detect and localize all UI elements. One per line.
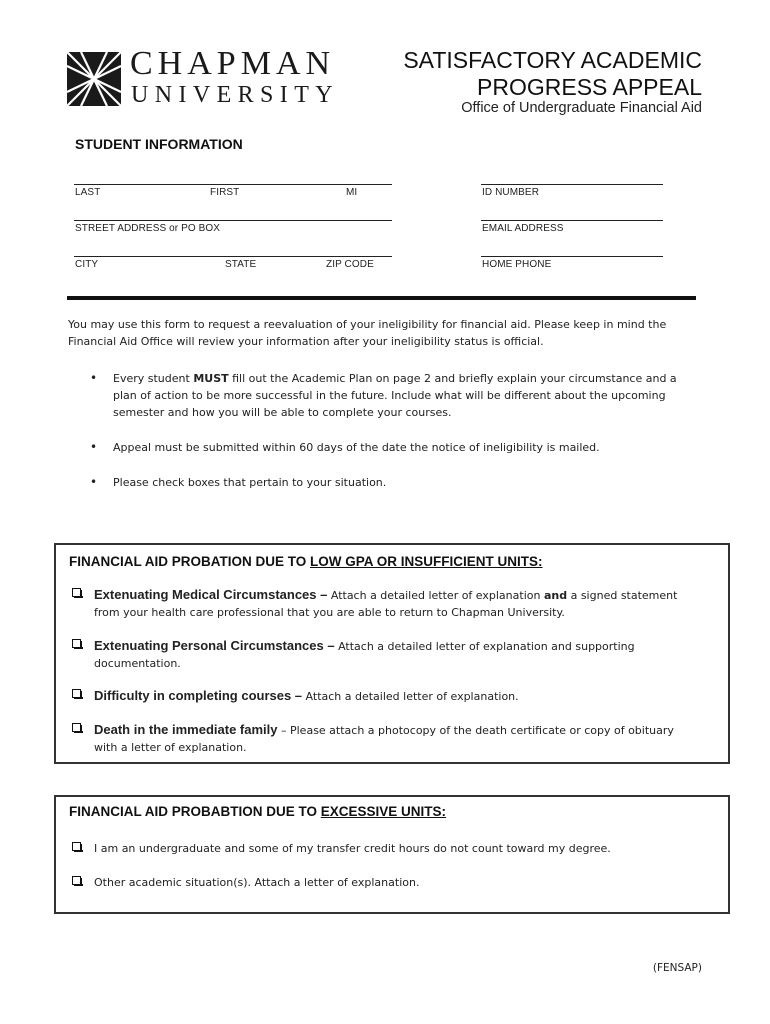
- option-text: Other academic situation(s). Attach a letter of explanation.: [94, 876, 420, 889]
- option-transfer-credit: [94, 840, 694, 857]
- intro-paragraph: You may use this form to request a reevaluation of your ineligibility for financial aid. Please keep in mind the Financial Aid Office will review your information after your ineligibility status is official.: [68, 318, 667, 348]
- option-text: – Please attach a photocopy of the death certificate or copy of obituary with a letter of explanation.: [94, 724, 674, 754]
- probation-excessive-units-section: [54, 795, 730, 914]
- list-item: [90, 439, 690, 456]
- logo-wordmark-university: UNIVERSITY: [131, 82, 339, 108]
- form-subtitle: Office of Undergraduate Financial Aid: [461, 100, 702, 116]
- bullet-icon: •: [90, 475, 98, 489]
- checkbox-difficulty[interactable]: [72, 689, 81, 698]
- bullet-text: Appeal must be submitted within 60 days of the date the notice of ineligibility is mailed.: [113, 441, 600, 454]
- instructions-list: [90, 370, 690, 509]
- first-name-label: FIRST: [210, 187, 240, 198]
- option-title: Extenuating Medical Circumstances –: [94, 587, 328, 602]
- option-death-family: [94, 721, 694, 756]
- section-divider: [67, 296, 696, 300]
- street-address-field-line[interactable]: [74, 220, 392, 221]
- bullet-emphasis: MUST: [193, 372, 229, 385]
- probation-low-gpa-heading: [69, 554, 543, 569]
- option-text: Attach a detailed letter of explanation: [327, 589, 544, 602]
- middle-initial-label: MI: [346, 187, 358, 198]
- form-title: [403, 47, 702, 101]
- option-medical: [94, 586, 694, 621]
- bullet-text: Please check boxes that pertain to your situation.: [113, 476, 387, 489]
- chapman-logo-mark-icon: [67, 52, 121, 106]
- city-state-zip-field-line[interactable]: [74, 256, 392, 257]
- option-text: I am an undergraduate and some of my transfer credit hours do not count toward my degree.: [94, 842, 611, 855]
- form-title-line2: PROGRESS APPEAL: [477, 74, 702, 100]
- id-number-label: ID NUMBER: [482, 187, 540, 198]
- heading-text: FINANCIAL AID PROBATION DUE TO: [69, 554, 311, 569]
- option-other-situation: [94, 874, 694, 891]
- bullet-text-cont: fill out the Academic Plan on page 2 and briefly explain your circumstance and a plan of action to be more successful in the future. Include what will be different about the upcoming semester and how you will be able to complete your courses.: [113, 372, 677, 419]
- checkbox-transfer-credit[interactable]: [72, 842, 81, 851]
- email-field-line[interactable]: [481, 220, 663, 221]
- option-title: Death in the immediate family: [94, 722, 278, 737]
- option-emphasis: and: [543, 589, 568, 602]
- option-title: Difficulty in completing courses –: [94, 688, 303, 703]
- option-difficulty: [94, 687, 694, 705]
- email-address-label: EMAIL ADDRESS: [482, 223, 564, 234]
- bullet-text: Every student: [113, 372, 194, 385]
- option-text: Attach a detailed letter of explanation and supporting documentation.: [94, 640, 635, 670]
- last-name-label: LAST: [75, 187, 101, 198]
- list-item: [90, 370, 690, 421]
- option-text: Attach a detailed letter of explanation.: [302, 690, 519, 703]
- form-code: (FENSAP): [652, 962, 702, 974]
- option-text-cont: a signed statement from your health care professional that you are able to return to Chapman University.: [94, 589, 678, 619]
- checkbox-other-situation[interactable]: [72, 876, 81, 885]
- probation-low-gpa-section: [54, 543, 730, 764]
- list-item: [90, 474, 690, 491]
- city-label: CITY: [75, 259, 99, 270]
- name-field-line[interactable]: [74, 184, 392, 185]
- option-title: Extenuating Personal Circumstances –: [94, 638, 335, 653]
- state-label: STATE: [225, 259, 257, 270]
- id-number-field-line[interactable]: [481, 184, 663, 185]
- checkbox-medical[interactable]: [72, 588, 81, 597]
- checkbox-personal[interactable]: [72, 639, 81, 648]
- zip-code-label: ZIP CODE: [326, 259, 374, 270]
- heading-underlined-text: EXCESSIVE UNITS:: [320, 804, 447, 819]
- heading-text: FINANCIAL AID PROBABTION DUE TO: [69, 804, 321, 819]
- street-address-label: STREET ADDRESS or PO BOX: [75, 223, 221, 234]
- probation-excessive-heading: [69, 804, 446, 819]
- logo-wordmark-chapman: CHAPMAN: [130, 45, 336, 82]
- heading-underlined-text: LOW GPA OR INSUFFICIENT UNITS:: [310, 554, 543, 569]
- option-personal: [94, 637, 694, 672]
- bullet-icon: •: [90, 371, 98, 385]
- home-phone-field-line[interactable]: [481, 256, 663, 257]
- checkbox-death-family[interactable]: [72, 723, 81, 732]
- bullet-icon: •: [90, 440, 98, 454]
- form-title-line1: SATISFACTORY ACADEMIC: [403, 47, 702, 73]
- home-phone-label: HOME PHONE: [482, 259, 552, 270]
- student-info-heading: STUDENT INFORMATION: [75, 136, 243, 152]
